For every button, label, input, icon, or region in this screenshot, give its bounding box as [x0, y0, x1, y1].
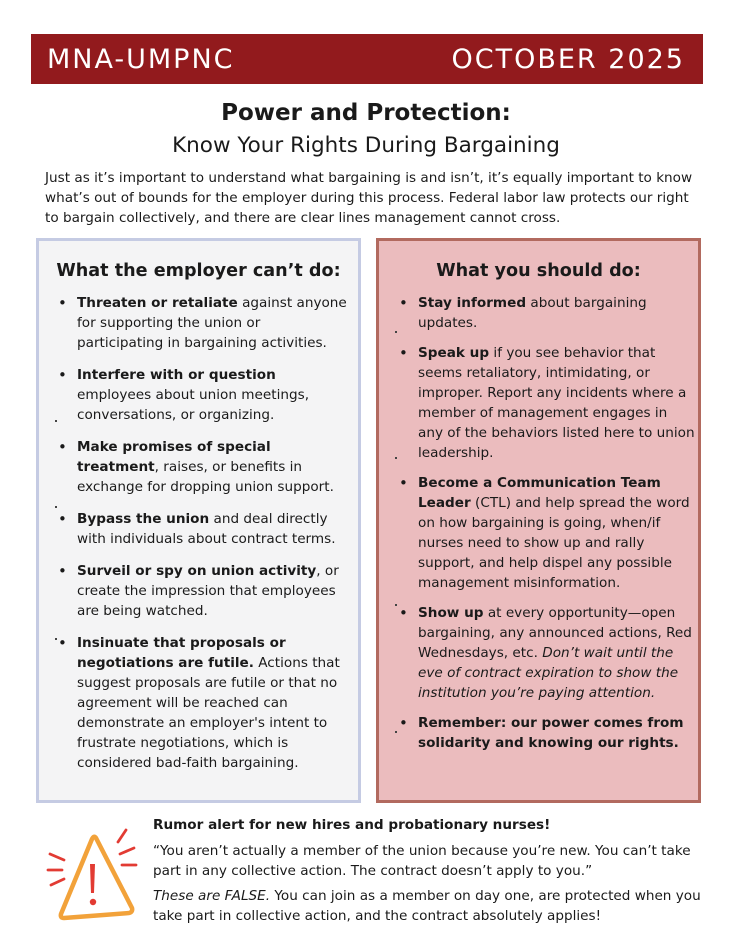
stray-dot — [55, 506, 57, 508]
rumor-quote: “You aren’t actually a member of the union because you’re new. You can’t take part in any collective action. The contract doesn’t apply to you.” — [153, 843, 691, 879]
you-should-do-box — [376, 238, 701, 803]
list-item: • Become a Communication Team Leader (CTL) and help spread the word on how bargaining is going, when/if nurses need to show up and rally support, and help dispel any possible management misinformation. — [395, 473, 695, 593]
employer-cant-do-box — [36, 238, 361, 803]
rumor-alert — [153, 815, 713, 931]
stray-dot — [55, 420, 57, 422]
list-item: • Interfere with or question employees about union meetings, conversations, or organizing. — [51, 365, 348, 425]
stray-dot — [395, 457, 397, 459]
list-item: • Speak up if you see behavior that seems retaliatory, intimidating, or improper. Report any incidents where a member of management engages in any of the behaviors listed here to union leadership. — [395, 343, 695, 463]
rumor-response: These are FALSE. You can join as a member on day one, are protected when you take part in collective action, and the contract absolutely applies! — [153, 888, 701, 924]
org-name: MNA-UMPNC — [47, 43, 235, 75]
header-banner — [31, 34, 703, 84]
list-item: • Insinuate that proposals or negotiations are futile. Actions that suggest proposals are futile or that no agreement will be reached can demonstrate an employer's intent to frustrate negotiations, which is considered bad-faith bargaining. — [51, 633, 348, 773]
issue-date: OCTOBER 2025 — [451, 43, 685, 75]
employer-cant-do-heading: What the employer can’t do: — [56, 261, 341, 281]
stray-dot — [395, 331, 397, 333]
intro-paragraph: Just as it’s important to understand what bargaining is and isn’t, it’s equally important to know what’s out of bounds for the employer during this process. Federal labor law protects our right to bargain collectively, and there are clear lines management cannot cross. — [45, 170, 693, 226]
list-item: • Make promises of special treatment, raises, or benefits in exchange for dropping union support. — [51, 437, 348, 497]
you-should-do-heading: What you should do: — [436, 261, 641, 281]
list-item: • Surveil or spy on union activity, or create the impression that employees are being watched. — [51, 561, 348, 621]
page-subtitle: Know Your Rights During Bargaining — [172, 133, 560, 158]
list-item: • Threaten or retaliate against anyone for supporting the union or participating in bargaining activities. — [51, 293, 348, 353]
stray-dot — [395, 604, 397, 606]
you-should-do-list — [395, 293, 695, 763]
list-item: • Remember: our power comes from solidarity and knowing our rights. — [395, 713, 695, 753]
list-item: • Stay informed about bargaining updates. — [395, 293, 695, 333]
list-item: • Show up at every opportunity—open bargaining, any announced actions, Red Wednesdays, etc. Don’t wait until the eve of contract expiration to show the institution you’re paying attention. — [395, 603, 695, 703]
rumor-alert-heading: Rumor alert for new hires and probationary nurses! — [153, 817, 551, 833]
stray-dot — [55, 638, 57, 640]
list-item: • Bypass the union and deal directly with individuals about contract terms. — [51, 509, 348, 549]
warning-triangle-icon — [44, 828, 140, 922]
employer-cant-do-list — [51, 293, 348, 785]
page-title: Power and Protection: — [221, 100, 511, 126]
stray-dot — [395, 731, 397, 733]
